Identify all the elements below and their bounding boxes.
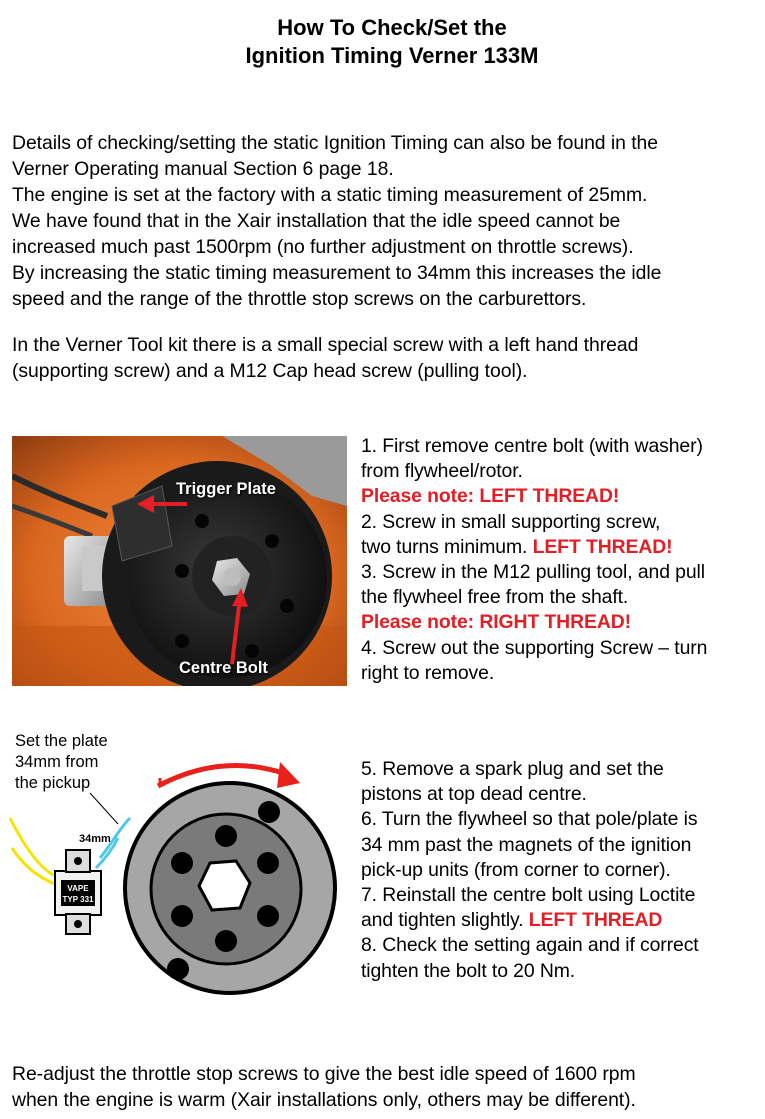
step-5-line: pistons at top dead centre.	[361, 783, 587, 806]
left-thread-note: Please note: LEFT THREAD!	[361, 485, 620, 508]
intro-line: We have found that in the Xair installation that the idle speed cannot be	[12, 210, 621, 232]
footer-paragraph	[12, 1061, 762, 1113]
intro-paragraph	[12, 130, 762, 312]
step-2-line: 2. Screw in small supporting screw,	[361, 510, 661, 533]
step-3-line: the flywheel free from the shaft.	[361, 586, 629, 609]
footer-line: Re-adjust the throttle stop screws to give the best idle speed of 1600 rpm	[12, 1063, 636, 1085]
title-line-2: Ignition Timing Verner 133M	[245, 43, 539, 68]
intro-line: Verner Operating manual Section 6 page 18.	[12, 158, 394, 180]
step-5-line: 5. Remove a spark plug and set the	[361, 758, 664, 780]
step-7-line	[361, 908, 765, 933]
trigger-plate-label: Trigger Plate	[176, 480, 276, 498]
diagram-note	[15, 731, 108, 794]
step-8-line: tighten the bolt to 20 Nm.	[361, 959, 576, 982]
steps-removal	[361, 434, 765, 686]
step-1-line: from flywheel/rotor.	[361, 460, 523, 483]
step-2-line	[361, 535, 765, 560]
diagram-note-line: the pickup	[15, 774, 91, 792]
intro-line: Details of checking/setting the static Ignition Timing can also be found in the	[12, 132, 659, 154]
diagram-note-line: Set the plate	[15, 732, 108, 750]
toolkit-paragraph	[12, 332, 762, 384]
step-6-line: 34 mm past the magnets of the ignition	[361, 833, 692, 856]
measure-label: 34mm	[79, 833, 111, 845]
intro-line: The engine is set at the factory with a static timing measurement of 25mm.	[12, 184, 648, 206]
intro-line: By increasing the static timing measurement to 34mm this increases the idle	[12, 262, 662, 284]
flywheel-photo	[12, 436, 347, 686]
title-line-1: How To Check/Set the	[277, 15, 507, 40]
toolkit-line: (supporting screw) and a M12 Cap head screw (pulling tool).	[12, 360, 528, 382]
intro-line: speed and the range of the throttle stop screws on the carburettors.	[12, 288, 587, 310]
right-thread-note: Please note: RIGHT THREAD!	[361, 611, 631, 634]
step-7-warning: LEFT THREAD	[528, 909, 663, 932]
toolkit-line: In the Verner Tool kit there is a small special screw with a left hand thread	[12, 334, 639, 356]
steps-setting	[361, 757, 765, 984]
step-4-line: right to remove.	[361, 661, 495, 684]
step-7-line: 7. Reinstall the centre bolt using Loctite	[361, 884, 696, 907]
intro-line: increased much past 1500rpm (no further adjustment on throttle screws).	[12, 236, 634, 258]
step-4-line: 4. Screw out the supporting Screw – turn	[361, 636, 708, 659]
hex-hub	[199, 861, 250, 910]
footer-line: when the engine is warm (Xair installations only, others may be different).	[12, 1089, 636, 1111]
step-6-line: pick-up units (from corner to corner).	[361, 858, 671, 881]
step-8-line: 8. Check the setting again and if correct	[361, 934, 699, 957]
step-1-line: 1. First remove centre bolt (with washer)	[361, 435, 703, 457]
page-title	[0, 14, 765, 70]
diagram-note-line: 34mm from	[15, 753, 99, 771]
step-2-text: two turns minimum.	[361, 535, 528, 558]
step-7-text: and tighten slightly.	[361, 909, 524, 932]
pickup-label-1: VAPE	[67, 884, 89, 893]
pickup-label-2: TYP 331	[62, 895, 94, 904]
photo-arrows	[12, 436, 347, 686]
step-6-line: 6. Turn the flywheel so that pole/plate is	[361, 808, 698, 831]
step-3-line: 3. Screw in the M12 pulling tool, and pull	[361, 561, 705, 584]
step-2-warning: LEFT THREAD!	[532, 535, 673, 558]
centre-bolt-label: Centre Bolt	[179, 659, 268, 677]
